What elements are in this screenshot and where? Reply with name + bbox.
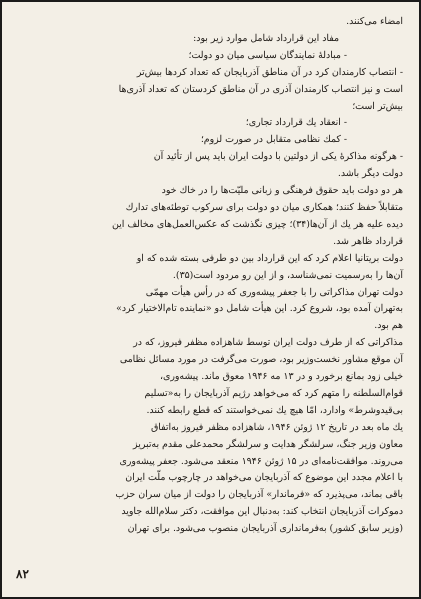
text-line: بی‌قیدوشرط» وادارد، امّا هیچ یك نمی‌خواستند که قطع رابطه کنند.: [146, 404, 403, 416]
text-line: - مبادلهٔ نمایندگان سیاسی میان دو دولت؛: [188, 49, 347, 61]
text-line: قرارداد ظاهر شد.: [333, 235, 403, 247]
text-line: بیش‌تر است؛: [352, 100, 403, 112]
text-line: مذاکراتی که از طرف دولت ایران توسط شاهزاده مظفر فیروز، که در: [133, 337, 403, 349]
text-line: آن‌ها را به‌رسمیت نمی‌شناسد، و از این رو مردود است(۳۵).: [172, 269, 403, 281]
text-line: دولت بریتانیا اعلام کرد که این قرارداد بین دو طرفی بسته شده که او: [136, 252, 403, 264]
document-page: [2, 2, 419, 597]
text-line: - هرگونه مذاکرهٔ یکی از دولتین با دولت ایران باید پس از تأئید آن: [153, 151, 403, 163]
text-line: به‌تهران آمده بود، شروع کرد. این هیأت شامل دو «نماینده تام‌الاختیار کرد»: [116, 303, 403, 315]
text-line: متقابلاً حفظ کنند؛ همکاری میان دو دولت برای سرکوب توطئه‌های تدارك: [125, 201, 403, 213]
text-line: - انتصاب کارمندان کرد در آن مناطق آذربایجان که تعداد کردها بیش‌تر: [136, 66, 403, 78]
text-line: خیلی زود بمانع برخورد و در ۱۳ مه ۱۹۴۶ معوق ماند. پیشه‌وری،: [160, 371, 403, 383]
text-line: هر دو دولت باید حقوق فرهنگی و زبانی ملیّت‌ها را در خاك خود: [161, 185, 403, 197]
text-line: دولت تهران مذاکراتی را با جعفر پیشه‌وری که در رأس هیأت مهمّی: [145, 286, 403, 298]
text-line: یك ماه بعد در تاریخ ۱۲ ژوئن ۱۹۴۶، شاهزاده مظفر فیروز به‌اتفاق: [151, 421, 403, 433]
body-text: [26, 14, 403, 538]
text-line: می‌روند. موافقت‌نامه‌ای در ۱۵ ژوئن ۱۹۴۶ منعقد می‌شود. جعفر پیشه‌وری: [119, 455, 403, 467]
text-line: قوام‌السلطنه را متهم کرد که می‌خواهد رژیم آذربایجان را به«تسلیم: [144, 387, 403, 399]
text-line: با اعلام مجدد این موضوع که آذربایجان می‌خواهد در چارچوب ملّت ایران: [125, 472, 403, 484]
text-line: است و نیز انتصاب کارمندان آذری در آن مناطق کردستان که تعداد آذری‌ها: [118, 83, 403, 95]
text-line: - انعقاد یك قرارداد تجاری؛: [245, 117, 347, 129]
text-line: دیده علیه هر یك از آن‌ها(۳۴)؛ چیزی نگذشت که عکس‌العمل‌های مخالف این: [112, 218, 403, 230]
text-line: مفاد این قرارداد شامل موارد زیر بود:: [193, 32, 339, 44]
text-line: (وزیر سابق کشور) به‌فرمانداری آذربایجان منصوب می‌شود. برای تهران: [127, 523, 403, 535]
text-line: دولت دیگر باشد.: [337, 168, 403, 180]
text-line: هم بود.: [374, 320, 403, 332]
text-line: معاون وزیر جنگ، سرلشگر هدایت و سرلشگر محمدعلی مقدم به‌تبریز: [133, 438, 403, 450]
page-number: ۸۲: [16, 567, 29, 581]
text-line: باقی بماند، می‌پذیرد که «فرماندار» آذربایجان را دولت از میان سران حزب: [115, 489, 403, 501]
text-line: دموکرات آذربایجان انتخاب کند: به‌دنبال این موافقت، دکتر سلام‌الله جاوید: [121, 506, 403, 518]
text-line: امضاء می‌کنند.: [346, 16, 403, 27]
text-line: آن موقع مشاور نخست‌وزیر بود، صورت می‌گرفت در مورد مسائل نظامی: [119, 354, 403, 366]
text-line: - کمك نظامی متقابل در صورت لزوم؛: [200, 134, 347, 146]
